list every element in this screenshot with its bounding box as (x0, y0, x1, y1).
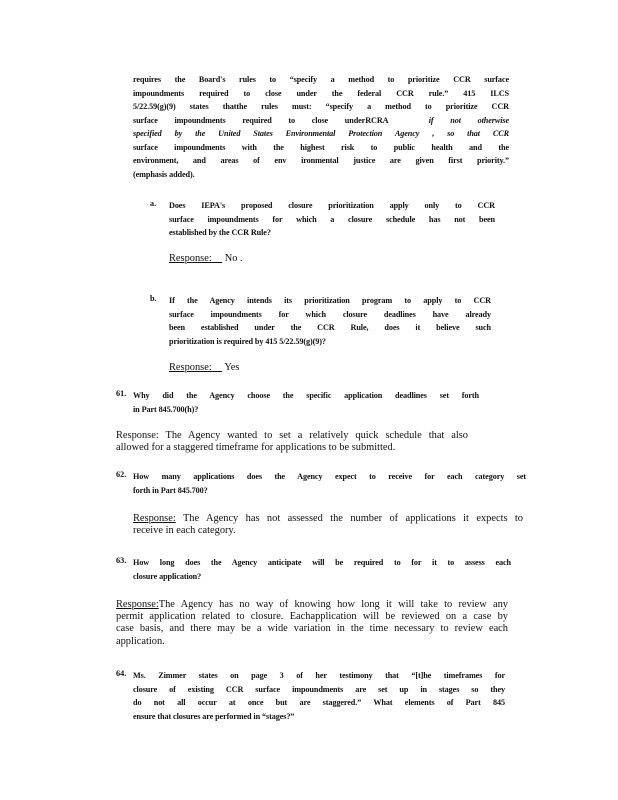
intro-line: (emphasis added). (133, 169, 195, 179)
q62-line: How many applications does the Agency expect to receive for each category set (133, 472, 526, 481)
intro-line: specified by the United States Environmental Protection Agency , so that CCR (133, 129, 509, 138)
q61-line: in Part 845.700(h)? (133, 404, 199, 414)
q64-question (133, 669, 505, 723)
sub-b-line: If the Agency intends its prioritization program to apply to CCR (169, 296, 491, 305)
sub-a-response (169, 253, 243, 264)
q62-response-line (133, 513, 523, 525)
q61-line: Why did the Agency choose the specific application deadlines set forth (133, 391, 479, 400)
intro-line: 5/22.59(g)(9) states thatthe rules must: “specify a method to prioritize CCR (133, 102, 509, 111)
sub-a-letter: a. (150, 199, 157, 208)
q62-number: 62. (116, 470, 127, 479)
q63-line: closure application? (133, 571, 202, 581)
response-value: Yes (224, 362, 240, 373)
intro-line: environment, and areas of env ironmental justice are given first priority.” (133, 156, 509, 165)
q64-line: closure of existing CCR surface impoundments are set up in stages so they (133, 684, 505, 694)
q63-response-line: application. (116, 635, 165, 647)
sub-b-line: surface impoundments for which closure deadlines have already (169, 309, 491, 319)
q61-response-line: Response: The Agency wanted to set a relatively quick schedule that also (116, 430, 468, 441)
intro-line-text: surface impoundments required to close underRCRA (133, 115, 389, 125)
sub-b-response (169, 362, 239, 373)
q62-line: forth in Part 845.700? (133, 485, 208, 495)
q61-number: 61. (116, 389, 127, 398)
intro-line: impoundments required to close under the federal CCR rule.” 415 ILCS (133, 88, 509, 98)
intro-paragraph (133, 73, 509, 181)
q64-line: Ms. Zimmer states on page 3 of her testimony that “[t]he timeframes for (133, 671, 505, 680)
sub-a-line: surface impoundments for which a closure schedule has not been (169, 214, 495, 224)
q63-response-line: permit application related to closure. Eachapplication will be reviewed on a case by (116, 611, 508, 623)
sub-b-line: been established under the CCR Rule, does it believe such (169, 323, 491, 332)
response-value: No . (224, 253, 243, 264)
intro-line: surface impoundments with the highest risk to public health and the (133, 142, 509, 152)
intro-italic-fragment: if not otherwise (428, 115, 509, 125)
q62-response-line: receive in each category. (133, 525, 236, 537)
sub-a-question (169, 199, 495, 240)
q63-response-line (116, 599, 508, 611)
q61-question (133, 389, 479, 416)
sub-a-line: established by the CCR Rule? (169, 228, 271, 237)
intro-line: requires the Board's rules to “specify a method to prioritize CCR surface (133, 75, 509, 84)
q63-response-text: The Agency has no way of knowing how long it will take to review any (158, 599, 508, 610)
q63-response (116, 599, 508, 648)
response-label: Response: (133, 513, 176, 524)
q64-line: do not all occur at once but are staggered.” What elements of Part 845 (133, 698, 505, 707)
response-label: Response: (169, 253, 212, 264)
sub-b-line: prioritization is required by 415 5/22.59(g)(9)? (169, 336, 326, 346)
q63-number: 63. (116, 556, 127, 565)
sub-b-question (169, 294, 491, 348)
q61-response (116, 430, 468, 454)
sub-b-letter: b. (150, 294, 157, 303)
sub-a-line: Does IEPA's proposed closure prioritization apply only to CCR (169, 201, 495, 210)
q62-response (133, 513, 523, 537)
q63-line: How long does the Agency anticipate will be required to for it to assess each (133, 558, 511, 567)
q62-response-text: The Agency has not assessed the number of applications it expects to (182, 513, 523, 524)
q61-response-line: allowed for a staggered timeframe for applications to be submitted. (116, 442, 396, 454)
q62-question (133, 470, 526, 497)
q63-response-line: case basis, and there may be a wide variation in the time necessary to review each (116, 623, 508, 635)
response-label: Response: (169, 362, 212, 373)
response-label: Response: (116, 599, 159, 610)
q63-question (133, 556, 511, 583)
q64-line: ensure that closures are performed in “stages?” (133, 711, 295, 721)
intro-line (133, 114, 509, 128)
q64-number: 64. (116, 669, 127, 678)
